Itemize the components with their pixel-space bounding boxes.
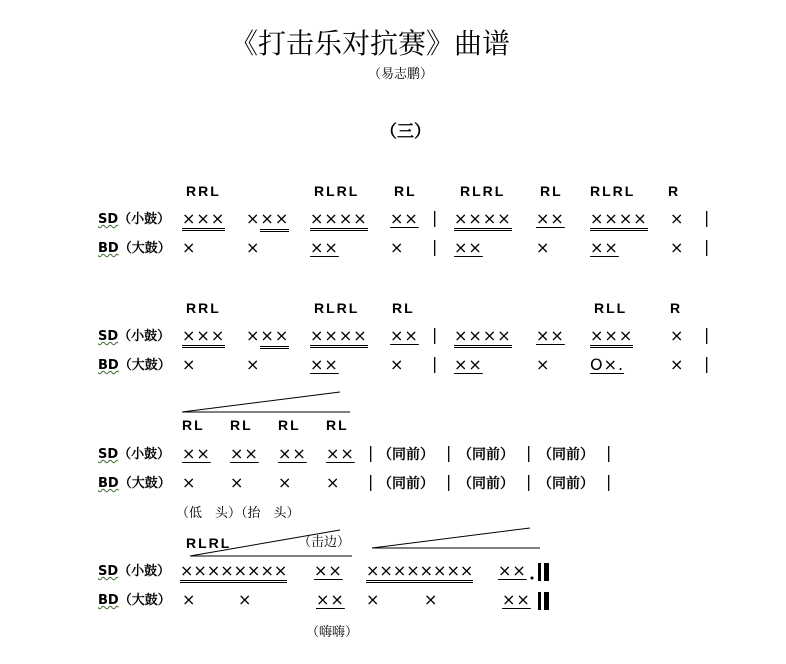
bass-note: × — [670, 355, 685, 374]
snare-drum-label: SD（小鼓） — [98, 447, 171, 462]
bass-note: × — [536, 238, 551, 257]
sticking: RLRL — [314, 183, 360, 199]
sticking: R — [668, 183, 681, 199]
crescendo-upper-line — [372, 528, 530, 548]
bass-note: ×× — [310, 238, 339, 257]
snare-note: ×× — [182, 444, 211, 463]
barline: | — [432, 237, 438, 256]
snare-note: ××× — [246, 211, 289, 227]
sticking: RRL — [186, 300, 221, 316]
barline: | — [432, 208, 438, 227]
snare-note: ×××× — [310, 211, 368, 231]
snare-note: ×× — [390, 326, 419, 345]
barline: | — [526, 443, 532, 462]
bass-note: × — [278, 473, 293, 492]
sticking: RL — [540, 183, 563, 199]
bass-note: × — [230, 473, 245, 492]
performance-annotation: （低 头）（抬 头） — [176, 506, 300, 521]
barline: | — [704, 325, 710, 344]
snare-note: ×× — [326, 444, 355, 463]
barline: | — [368, 472, 374, 491]
composer: （易志鹏） — [368, 67, 434, 82]
snare-note: ×× — [498, 561, 527, 580]
snare-note: ×××× — [454, 328, 512, 348]
score-title: 《打击乐对抗赛》曲谱 — [230, 27, 511, 60]
bass-note: ×× — [310, 355, 339, 374]
barline: | — [606, 472, 612, 491]
bass-note: × — [182, 590, 197, 609]
snare-note: ×××× — [590, 211, 648, 231]
bass-note: ×× — [502, 590, 531, 609]
bass-drum-label: BD（大鼓） — [98, 593, 171, 608]
snare-note: ×× — [536, 326, 565, 345]
snare-note: ×× — [314, 561, 343, 580]
snare-drum-label: SD（小鼓） — [98, 564, 171, 579]
bass-note: ×× — [454, 355, 483, 374]
barline: | — [526, 472, 532, 491]
bass-note: ×× — [590, 238, 619, 257]
bass-note: O×. — [590, 355, 625, 374]
final-barline — [538, 592, 541, 610]
barline: | — [432, 325, 438, 344]
rest-marker — [531, 577, 534, 580]
bass-note: × — [182, 473, 197, 492]
barline: | — [368, 443, 374, 462]
sticking: RLL — [594, 300, 628, 316]
sticking: RL — [326, 417, 349, 433]
sticking: R — [670, 300, 683, 316]
repeat-previous: （同前） — [458, 476, 514, 492]
final-barline — [538, 563, 541, 581]
snare-note: ××× — [182, 211, 225, 231]
sticking: RL — [278, 417, 301, 433]
bass-note: × — [246, 238, 261, 257]
snare-note: ×××××××× — [180, 563, 287, 583]
crescendo-upper-line — [182, 392, 340, 412]
snare-note: ×× — [278, 444, 307, 463]
barline: | — [432, 354, 438, 373]
bass-note: × — [238, 590, 253, 609]
snare-drum-label: SD（小鼓） — [98, 329, 171, 344]
repeat-previous: （同前） — [458, 447, 514, 463]
bass-note: × — [326, 473, 341, 492]
bass-note: × — [366, 590, 381, 609]
snare-note: ××× — [182, 328, 225, 348]
repeat-previous: （同前） — [538, 476, 594, 492]
snare-note: × — [670, 209, 685, 228]
bass-note: × — [246, 355, 261, 374]
sticking: RLRL — [186, 535, 232, 551]
snare-note: ×× — [390, 209, 419, 228]
barline: | — [606, 443, 612, 462]
sticking: RRL — [186, 183, 221, 199]
snare-note: ×××× — [310, 328, 368, 348]
snare-note: × — [670, 326, 685, 345]
bass-note: × — [536, 355, 551, 374]
repeat-previous: （同前） — [378, 476, 434, 492]
bass-note: × — [182, 355, 197, 374]
bass-drum-label: BD（大鼓） — [98, 476, 171, 491]
bass-note: × — [182, 238, 197, 257]
sticking: RL — [392, 300, 415, 316]
bass-drum-label: BD（大鼓） — [98, 358, 171, 373]
section-number: （三） — [380, 122, 431, 142]
crescendo-upper-line — [190, 530, 340, 556]
repeat-previous: （同前） — [378, 447, 434, 463]
rim-shot-annotation: （击边） — [298, 535, 351, 550]
snare-note: ×××××××× — [366, 563, 473, 583]
sticking: RLRL — [460, 183, 506, 199]
barline: | — [704, 354, 710, 373]
bass-note: ×× — [454, 238, 483, 257]
sticking: RL — [230, 417, 253, 433]
barline: | — [446, 472, 452, 491]
sticking: RL — [182, 417, 205, 433]
bass-note: ×× — [316, 590, 345, 609]
snare-note: ××× — [246, 328, 289, 344]
barline: | — [704, 208, 710, 227]
repeat-previous: （同前） — [538, 447, 594, 463]
snare-note: ×× — [230, 444, 259, 463]
shout-annotation: （嗨嗨） — [306, 625, 359, 640]
barline: | — [446, 443, 452, 462]
bass-note: × — [390, 238, 405, 257]
snare-drum-label: SD（小鼓） — [98, 212, 171, 227]
sticking: RLRL — [590, 183, 636, 199]
barline: | — [704, 237, 710, 256]
snare-note: ×××× — [454, 211, 512, 231]
bass-note: × — [670, 238, 685, 257]
bass-note: × — [424, 590, 439, 609]
sticking: RLRL — [314, 300, 360, 316]
snare-note: ×× — [536, 209, 565, 228]
bass-note: × — [390, 355, 405, 374]
sticking: RL — [394, 183, 417, 199]
bass-drum-label: BD（大鼓） — [98, 241, 171, 256]
final-barline — [544, 592, 549, 610]
snare-note: ××× — [590, 328, 633, 348]
final-barline — [544, 563, 549, 581]
